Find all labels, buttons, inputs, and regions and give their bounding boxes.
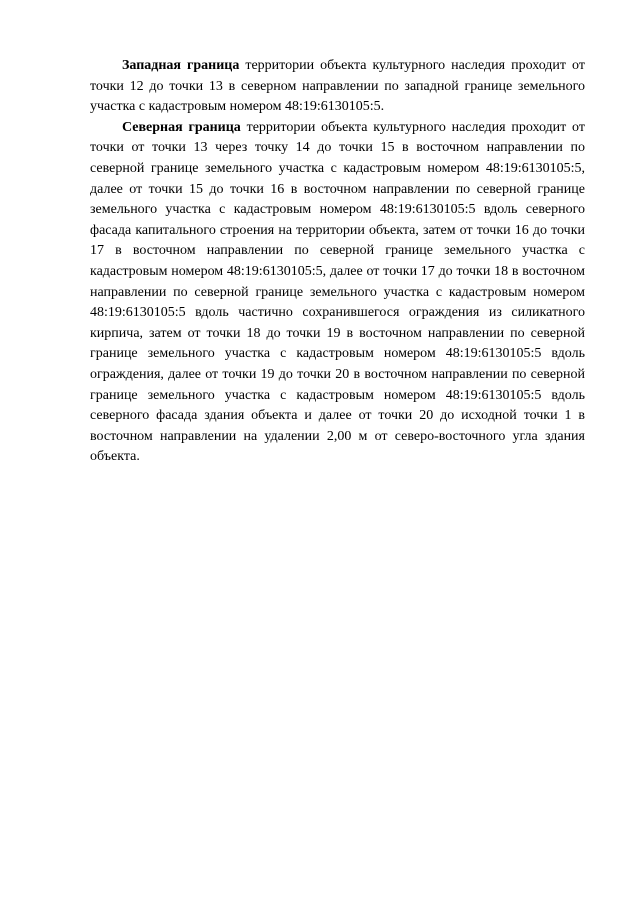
- paragraph-heading: Западная граница: [122, 58, 240, 73]
- paragraph-northern-boundary: [90, 118, 585, 468]
- paragraph-text: территории объекта культурного наследия проходит от точки 12 до точки 13 в северном направлении по западной границе земельного участка с кадастровым номером 48:19:6130105:5.: [90, 58, 585, 115]
- paragraph-western-boundary: [90, 56, 585, 118]
- document-body: [90, 56, 585, 468]
- paragraph-text: территории объекта культурного наследия проходит от точки от точки 13 через точку 14 до точки 15 в восточном направлении по северной границе земельного участка с кадастровым номером 48:19:6130105:5, далее от точки 15 до точки 16 в восточном направлении по северной границе земельного участка с кадастровым номером 48:19:6130105:5 вдоль северного фасада капитального строения на территории объекта, затем от точки 16 до точки 17 в восточном направлении по северной границе земельного участка с кадастровым номером 48:19:6130105:5, далее от точки 17 до точки 18 в восточном направлении по северной границе земельного участка с кадастровым номером 48:19:6130105:5 вдоль частично сохранившегося ограждения из силикатного кирпича, затем от точки 18 до точки 19 в восточном направлении по северной границе земельного участка с кадастровым номером 48:19:6130105:5 вдоль ограждения, далее от точки 19 до точки 20 в восточном направлении по северной границе земельного участка с кадастровым номером 48:19:6130105:5 вдоль северного фасада здания объекта и далее от точки 20 до исходной точки 1 в восточном направлении на удалении 2,00 м от северо-восточного угла здания объекта.: [90, 119, 585, 465]
- paragraph-heading: Северная граница: [122, 119, 241, 135]
